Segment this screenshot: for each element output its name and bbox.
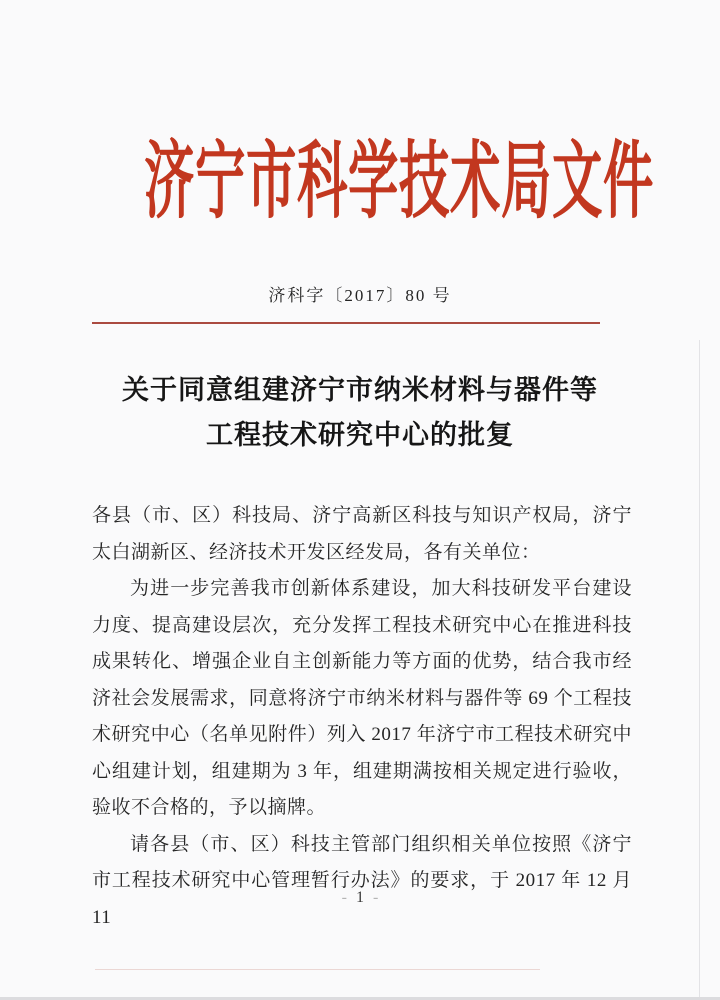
red-separator-line (92, 322, 600, 324)
paragraph-approval: 为进一步完善我市创新体系建设，加大科技研发平台建设力度、提高建设层次，充分发挥工程技术研究中心在推进科技成果转化、增强企业自主创新能力等方面的优势，结合我市经济社会发展需求，同意将济宁市纳米材料与器件等 69 个工程技术研究中心（名单见附件）列入 2017 年济宁市工程技术研究中心组建计划，组建期为 3 年，组建期满按相关规定进行验收，验收不合格的，予以摘牌。 (92, 578, 632, 818)
page-number: 1 (356, 889, 364, 906)
footer-right-dash: - (373, 889, 379, 906)
recipient-line: 各县（市、区）科技局、济宁高新区科技与知识产权局，济宁太白湖新区、经济技术开发区经发局，各有关单位： (92, 505, 632, 563)
footer-left-dash: - (341, 889, 347, 906)
agency-title: 济宁市科学技术局文件 (143, 136, 655, 229)
title-line-1: 关于同意组建济宁市纳米材料与器件等 (122, 375, 598, 405)
scan-showthrough-line (95, 969, 540, 970)
document-body (0, 498, 720, 936)
document-number: 济科字〔2017〕80 号 (268, 286, 452, 305)
page-footer (0, 886, 720, 910)
title-line-2: 工程技术研究中心的批复 (206, 420, 514, 450)
document-title (0, 368, 720, 458)
agency-header (0, 0, 720, 228)
scan-page-edge-line (699, 340, 700, 1000)
paragraph-instruction: 请各县（市、区）科技主管部门组织相关单位按照《济宁市工程技术研究中心管理暂行办法》的要求，于 2017 年 12 月 11 (92, 833, 632, 928)
